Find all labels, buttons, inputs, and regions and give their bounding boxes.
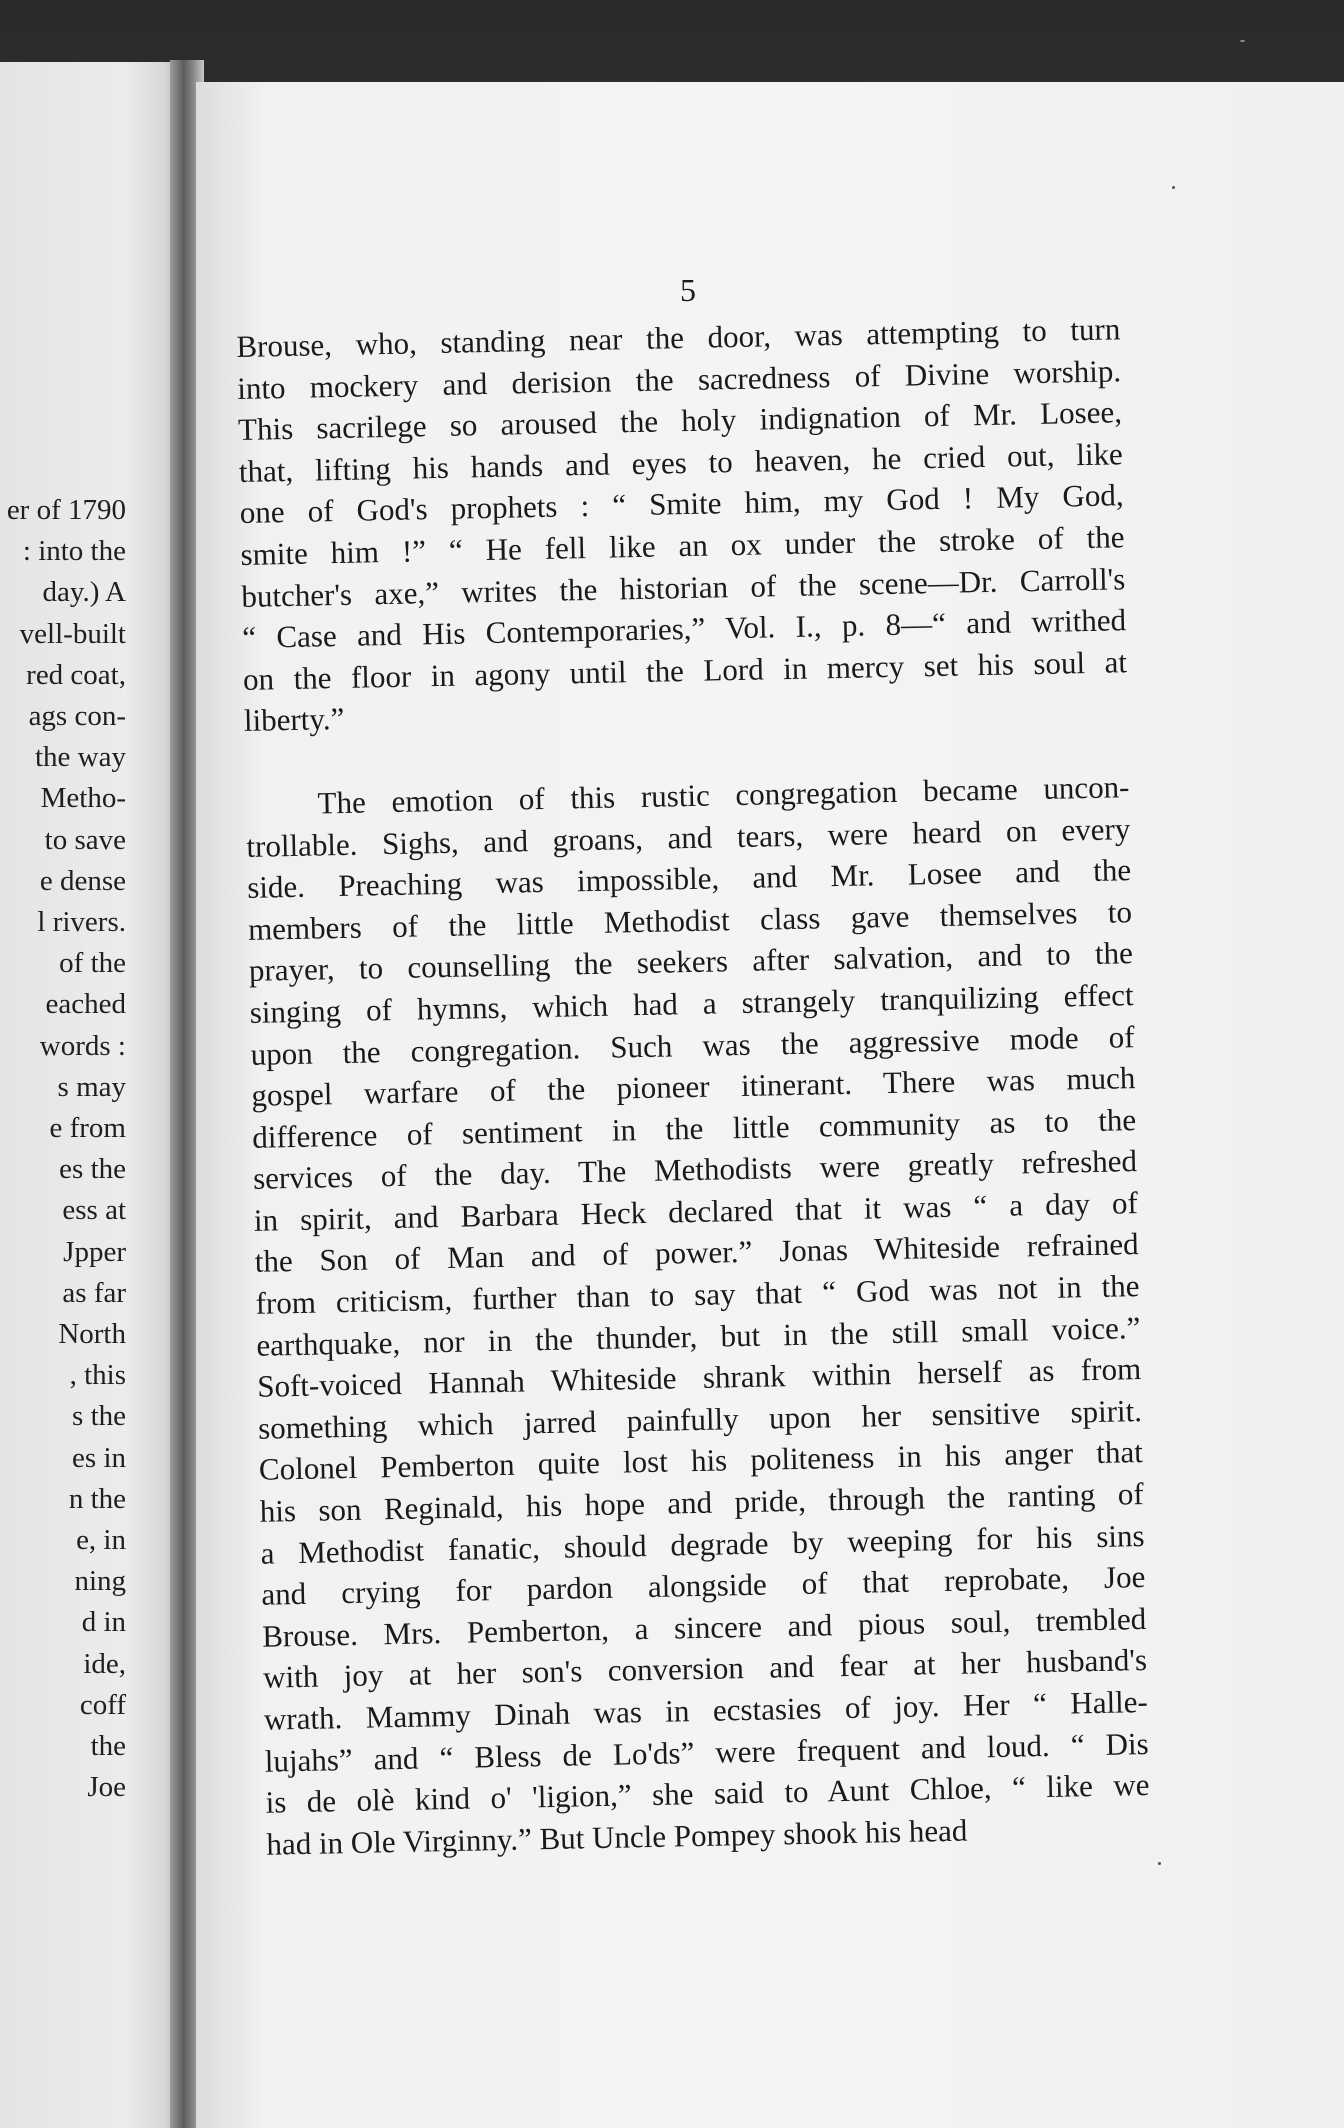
left-facing-page: [0, 62, 178, 2128]
text-line: in spirit, and Barbara Heck declared that it was “ a day of: [253, 1184, 1139, 1238]
left-page-line: ning: [74, 1565, 126, 1598]
left-page-line: es in: [72, 1441, 126, 1474]
text-line: prayer, to counselling the seekers after salvation, and to the: [248, 935, 1134, 989]
left-page-line: s the: [72, 1400, 126, 1433]
left-page-line: red coat,: [26, 658, 126, 691]
text-line: the Son of Man and of power.” Jonas Whiteside refrained: [254, 1226, 1139, 1280]
left-page-line: coff: [79, 1688, 126, 1721]
left-page-line: Jpper: [63, 1235, 126, 1268]
left-page-line: e, in: [76, 1524, 126, 1556]
text-line: is de olè kind o' 'ligion,” she said to Aunt Chloe, “ like we: [265, 1767, 1150, 1820]
left-page-line: Joe: [87, 1771, 126, 1804]
paragraph: [245, 766, 1151, 1865]
text-line: something which jarred painfully upon her sensitive spirit.: [257, 1392, 1143, 1446]
text-line: The emotion of this rustic congregation became uncon-: [317, 769, 1130, 821]
scan-speck: [1172, 186, 1175, 189]
left-page-line: e dense: [39, 864, 126, 897]
text-line: butcher's axe,” writes the historian of the scene—Dr. Carroll's: [241, 560, 1126, 614]
text-line: “ Case and His Contemporaries,” Vol. I., p. 8—“ and writhed: [241, 602, 1127, 656]
text-line: had in Ole Virginny.” But Uncle Pompey shook his head: [266, 1812, 968, 1862]
left-page-line: er of 1790: [6, 494, 126, 526]
text-line: gospel warfare of the pioneer itinerant. There was much: [251, 1060, 1136, 1113]
text-line: lujahs” and “ Bless de Lo'ds” were frequent and loud. “ Dis: [264, 1725, 1149, 1779]
text-line: difference of sentiment in the little community as to the: [251, 1101, 1137, 1155]
left-page-line: of the: [59, 947, 126, 980]
text-line: and crying for pardon alongside of that reprobate, Joe: [261, 1559, 1146, 1612]
left-page-line: ags con-: [28, 700, 126, 732]
left-page-line: day.) A: [42, 576, 126, 609]
left-page-line: s may: [57, 1070, 126, 1103]
text-line: a Methodist fanatic, should degrade by weeping for his sins: [260, 1517, 1145, 1571]
left-page-line: : into the: [22, 535, 126, 568]
left-page-line: words :: [39, 1029, 126, 1062]
left-page-line: Metho-: [40, 782, 126, 815]
text-line: one of God's prophets : “ Smite him, my God ! My God,: [239, 477, 1124, 531]
text-line: Soft-voiced Hannah Whiteside shrank within herself as from: [256, 1351, 1142, 1405]
left-page-line: l rivers.: [37, 906, 126, 938]
text-line: Brouse, who, standing near the door, was attempting to turn: [236, 311, 1121, 364]
scan-speck: [1240, 40, 1245, 42]
text-line: side. Preaching was impossible, and Mr. Losee and the: [246, 852, 1132, 906]
paragraph: [236, 308, 1128, 742]
left-page-line: es the: [59, 1153, 126, 1186]
left-page-line: vell-built: [19, 617, 126, 650]
scan-speck: [1158, 1862, 1161, 1865]
page-number: 5: [680, 272, 696, 308]
left-page-line: North: [58, 1318, 126, 1350]
text-line: members of the little Methodist class gave themselves to: [247, 893, 1133, 947]
left-page-line: as far: [62, 1276, 126, 1309]
text-line: that, lifting his hands and eyes to heaven, he cried out, like: [238, 436, 1124, 489]
text-line: Brouse. Mrs. Pemberton, a sincere and pious soul, trembled: [261, 1600, 1147, 1654]
left-page-line: d in: [81, 1606, 126, 1639]
text-line: into mockery and derision the sacredness of Divine worship.: [236, 352, 1122, 406]
text-line: upon the congregation. Such was the aggressive mode of: [250, 1018, 1135, 1072]
text-line: on the floor in agony until the Lord in mercy set his soul at: [242, 643, 1128, 697]
text-line: singing of hymns, which had a strangely tranquilizing effect: [249, 977, 1134, 1030]
left-page-line: to save: [44, 823, 126, 856]
left-page-text-fragments: [0, 62, 126, 2128]
left-page-line: e from: [49, 1112, 126, 1144]
text-line: wrath. Mammy Dinah was in ecstasies of joy. Her “ Halle-: [263, 1683, 1149, 1737]
left-page-line: ess at: [62, 1194, 126, 1227]
text-line: earthquake, nor in the thunder, but in the still small voice.”: [256, 1309, 1141, 1363]
text-line: his son Reginald, his hope and pride, through the ranting of: [259, 1476, 1144, 1529]
left-page-line: , this: [69, 1359, 126, 1392]
page-body-text: [236, 308, 1151, 1865]
text-line: smite him !” “ He fell like an ox under the stroke of the: [240, 519, 1125, 572]
text-line: liberty.”: [243, 701, 345, 739]
left-page-line: ide,: [83, 1647, 126, 1680]
text-line: Colonel Pemberton quite lost his politeness in his anger that: [258, 1434, 1144, 1488]
left-page-line: the way: [35, 741, 126, 774]
text-line: This sacrilege so aroused the holy indignation of Mr. Losee,: [237, 394, 1123, 448]
text-line: trollable. Sighs, and groans, and tears, were heard on every: [246, 810, 1131, 864]
text-line: with joy at her son's conversion and fear at her husband's: [262, 1642, 1148, 1696]
text-line: from criticism, further than to say that “ God was not in the: [255, 1268, 1140, 1321]
left-page-line: eached: [45, 988, 126, 1021]
left-page-line: n the: [68, 1482, 126, 1515]
text-line: services of the day. The Methodists were greatly refreshed: [252, 1143, 1138, 1197]
left-page-line: the: [90, 1730, 126, 1762]
